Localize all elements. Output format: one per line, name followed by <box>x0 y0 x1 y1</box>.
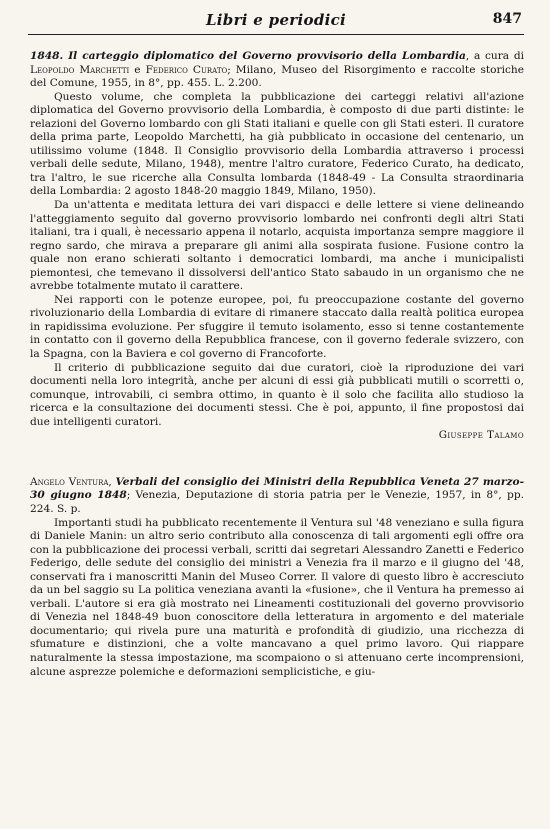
review1-paragraph-4: Il criterio di pubblicazione seguito dai due curatori, cioè la riproduzione dei vari documenti nella loro integrità, anche per alcuni di essi già pubblicati mutili o scorretti o, comunque, introvabili, ci sembra ottimo, in quanto è il solo che facilita allo studioso la ricerca e la consultazione dei documenti stessi. Che è poi, appunto, il fine propostosi dai due intelligenti curatori. <box>30 361 524 428</box>
review1-book-title: 1848. Il carteggio diplomatico del Governo provvisorio della Lombardia <box>30 50 466 62</box>
review1-signature: Giuseppe Talamo <box>438 429 524 442</box>
review2-bibliographic-entry <box>30 476 524 517</box>
review2-paragraph-1: Importanti studi ha pubblicato recentemente il Ventura sul '48 veneziano e sulla figura di Daniele Manin: un altro serio contributo alla conoscenza di tali argomenti egli offre ora con la pubblicazione dei processi verbali, scritti dai segretari Alessandro Zanetti e Federico Federigo, delle sedute del consiglio dei ministri a Venezia fra il marzo e il giugno del '48, conservati fra i manoscritti Manin del Museo Correr. Il valore di questo libro è accresciuto da un bel saggio su La politica veneziana avanti la «fusione», che il Ventura ha premesso ai verbali. L'autore si era già mostrato nei Lineamenti costituzionali del governo provvisorio di Venezia nel 1848-49 buon conoscitore della letteratura in argomento e del materiale documentario; qui rivela pure una maturità e profondità di giudizio, una ricchezza di sfumature e distinzioni, che a volte mancavano a quel primo lavoro. Qui riappare naturalmente la stessa impostazione, ma scompaiono o si attenuano certe incomprensioni, alcune asprezze polemiche e deformazioni semplicistiche, e giu- <box>30 516 524 678</box>
review2-publisher: ; Venezia, Deputazione di storia patria per le Venezie, 1957, in 8°, pp. 224. S. p. <box>30 489 524 515</box>
review1-editor-2: Federico Curato <box>145 63 228 76</box>
review1-editor-1: Leopoldo Marchetti <box>30 63 130 76</box>
review1-publisher: ; Milano, Museo del Risorgimento e raccolte storiche del Comune, 1955, in 8°, pp. 455. L. 2.200. <box>30 63 524 90</box>
page-content <box>30 50 524 679</box>
running-header <box>28 6 524 35</box>
review1-paragraph-1: Questo volume, che completa la pubblicazione dei carteggi relativi all'azione diplomatica del Governo provvisorio della Lombardia, è composto di due parti distinte: le relazioni del Governo lombardo con gli Stati italiani e quelle con gli Stati esteri. Il curatore della prima parte, Leopoldo Marchetti, ha già pubblicato in occasione del centenario, un utilissimo volume (1848. Il Consiglio provvisorio della Lombardia attraverso i processi verbali delle sedute, Milano, 1948), mentre l'altro curatore, Federico Curato, ha dedicato, tra l'altro, le sue ricerche alla Consulta lombarda (1848-49 - La Consulta straordinaria della Lombardia: 2 agosto 1848-20 maggio 1849, Milano, 1950). <box>30 90 524 198</box>
review2-author: Angelo Ventura <box>30 475 109 488</box>
review2-book-title: Verbali del consiglio dei Ministri della Repubblica Veneta 27 marzo-30 giugno 1848 <box>30 475 524 502</box>
review2-sep-text: , <box>108 475 116 488</box>
page-number: 847 <box>492 11 522 27</box>
review1-bibliographic-entry <box>30 50 524 91</box>
review-separator <box>30 443 524 476</box>
running-title: Libri e periodici <box>205 11 347 29</box>
review1-cura-text: , a cura di <box>465 50 524 62</box>
review1-paragraph-2: Da un'attenta e meditata lettura dei vari dispacci e delle lettere si viene delineando l'atteggiamento seguito dal governo provvisorio lombardo nei confronti degli altri Stati italiani, tra i quali, è necessario appena il notarlo, acquista importanza sempre maggiore il regno sardo, che mirava a preparare gli animi alla sospirata fusione. Fusione contro la quale non erano schierati soltanto i democratici lombardi, ma anche i municipalisti piemontesi, che temevano il dissolversi dell'antico Stato sabaudo in un organismo che ne avrebbe totalmente mutato il carattere. <box>30 199 524 293</box>
review1-and-text: e <box>129 63 146 76</box>
review1-paragraph-3: Nei rapporti con le potenze europee, poi, fu preoccupazione costante del governo rivoluzionario della Lombardia di evitare di rimanere staccato dalla realtà politica europea in rapidissima evoluzione. Per sfuggire il temuto isolamento, esso si tenne costantemente in contatto con il governo della Repubblica francese, con il governo federale svizzero, con la Spagna, con la Baviera e col governo di Francoforte. <box>30 293 524 361</box>
